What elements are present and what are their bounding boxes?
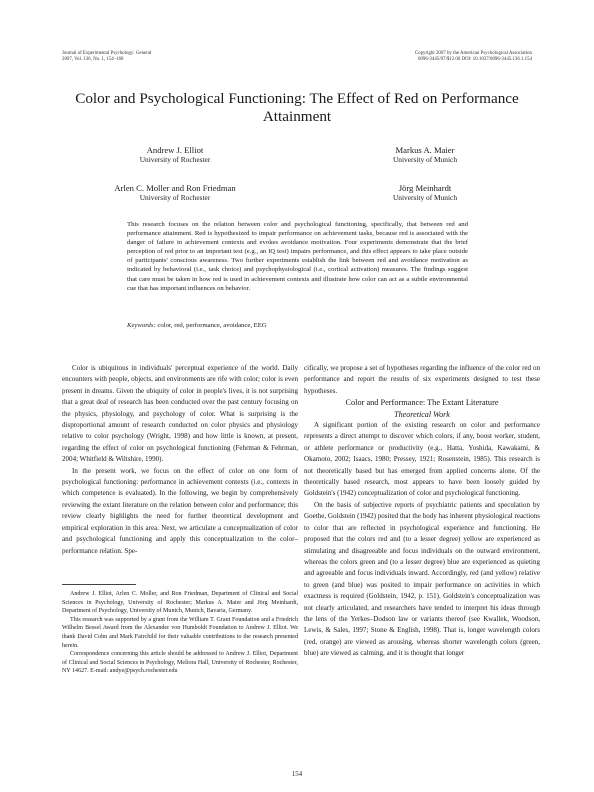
author-name: Arlen C. Moller and Ron Friedman <box>114 183 236 193</box>
body-column-right <box>304 363 540 660</box>
author-note: Andrew J. Elliot, Arlen C. Moller, and Ron Friedman, Department of Clinical and Social Sciences in Psychology, University of Rochester; Markus A. Maier and Jörg Meinhardt, Department of Psychology, University of Munich, Munich, Bavaria, Germany. <box>62 591 298 615</box>
author-block <box>345 183 505 203</box>
keywords-text: color, red, performance, avoidance, EEG <box>157 322 267 329</box>
author-name: Jörg Meinhardt <box>398 183 452 193</box>
subsection-heading: Theoretical Work <box>394 409 450 419</box>
body-paragraph: Color is ubiquitous in individuals' perceptual experience of the world. Daily encounters with people, objects, and environments are rife with color; color is even present in dreams. Given the ubiquity of color in people's lives, it is not surprising that a great deal of research has been conducted over the past century focusing on the physics, physiology, and psychology of color. What is surprising is the disproportional amount of research conducted on color physics and physiology relative to color psychology (Wright, 1998) and how little is known, at present, regarding the effect of color on psychological functioning (Fehrman & Fehrman, 2004; Whitfield & Wiltshire, 1990). <box>62 364 298 464</box>
author-block <box>345 145 505 165</box>
author-affiliation: University of Munich <box>392 193 458 202</box>
author-name: Markus A. Maier <box>395 145 455 155</box>
keywords <box>127 322 468 329</box>
body-paragraph: In the present work, we focus on the effect of color on one form of psychological functioning: performance in achievement contexts (i.e., contexts in which competence is evaluated). In the following, we begin by comprehensively reviewing the extant literature on the relation between color and performance; this review clearly highlights the need for further theoretical development and empirical exploration in this area. Next, we articulate a conceptualization of color and psychological functioning and apply this conceptualization to the color–performance relation. Spe- <box>62 466 298 555</box>
funding-note: This research was supported by a grant from the William T. Grant Foundation and a Friedrich Wilhelm Bessel Award from the Alexander von Humboldt Foundation to Andrew J. Elliot. We thank David Cohn and Mark Fairchild for their valuable contributions to the research presented herein. <box>62 616 298 649</box>
author-affiliation: University of Rochester <box>139 193 211 202</box>
journal-name: Journal of Experimental Psychology: General <box>62 51 152 56</box>
author-affiliation: University of Munich <box>392 155 458 164</box>
journal-header <box>62 51 151 63</box>
body-paragraph: A significant portion of the existing research on color and performance represents a direct attempt to discover which colors, if any, boost worker, student, or athlete performance or productivity (e.g., Hatta, Yoshida, Kawakami, & Okamoto, 2002; Isaacs, 1980; Pressey, 1921; Rosenstein, 1985). This research is not theoretically based but has emerged from applied concerns alone. Of the theoretically based research, most appears to have been loosely guided by Goldstein's (1942) conceptualization of color and psychological functioning. <box>304 421 540 498</box>
footnotes <box>62 590 298 676</box>
author-block <box>80 183 270 203</box>
copyright-line: Copyright 2007 by the American Psychological Association <box>414 51 532 56</box>
journal-volume: 2007, Vol. 136, No. 1, 154–168 <box>62 57 124 63</box>
author-name: Andrew J. Elliot <box>146 145 204 155</box>
author-affiliation: University of Rochester <box>139 155 211 164</box>
body-column-left <box>62 363 298 557</box>
doi-line: 0096-3445/07/$12.00 DOI: 10.1037/0096-3445.136.1.154 <box>418 57 532 63</box>
author-block <box>95 145 255 165</box>
correspondence-note: Correspondence concerning this article should be addressed to Andrew J. Elliot, Department of Clinical and Social Sciences in Psychology, Meliora Hall, University of Rochester, Rochester, NY 14627. E-mail: andye@psych.rochester.edu <box>62 651 298 675</box>
abstract: This research focuses on the relation between color and psychological functioning, specifically, that between red and performance attainment. Red is hypothesized to impair performance on achievement tasks, because red is associated with the danger of failure in achievement contexts and evokes avoidance motivation. Four experiments demonstrate that the brief perception of red prior to an important test (e.g., an IQ test) impairs performance, and this effect appears to take place outside of participants' conscious awareness. Two further experiments establish the link between red and avoidance motivation as indicated by behavioral (i.e., task choice) and psychophysiological (i.e., cortical activation) measures. The findings suggest that care must be taken in how red is used in achievement contexts and illustrate how color can act as a subtle environmental cue that has important influences on behavior. <box>127 221 468 292</box>
page-number: 154 <box>291 771 303 778</box>
article-title: Color and Psychological Functioning: The Effect of Red on Performance Attainment <box>75 90 519 125</box>
section-heading: Color and Performance: The Extant Literature <box>345 398 499 408</box>
footnote-divider <box>62 584 136 585</box>
copyright-header <box>415 51 532 63</box>
keywords-label: Keywords: <box>127 322 156 329</box>
body-paragraph: cifically, we propose a set of hypotheses regarding the influence of the color red on performance and report the results of six experiments designed to test these hypotheses. <box>304 364 540 395</box>
body-paragraph: On the basis of subjective reports of psychiatric patients and speculation by Goethe, Goldstein (1942) posited that the body has inherent physiological reactions to color that are reflected in psychological experience and functioning. He proposed that the colors red and (to a lesser degree) yellow are experienced as stimulating and disagreeable and focus individuals on the outward environment, whereas the colors green and (to a lesser degree) blue are experienced as quieting and agreeable and focus individuals inward. Accordingly, red (and yellow) relative to green (and blue) was posited to impair performance on activities in which exactness is required (Goldstein, 1942, p. 151). Goldstein's conceptualization was not clearly articulated, and researchers have tended to interpret his ideas through the lens of the Yerkes–Dodson law or variants thereof (see Kwallek, Woodson, Lewis, & Sales, 1997; Stone & English, 1998). That is, longer wavelength colors (red, orange) are viewed as arousing, whereas shorter wavelength colors (green, blue) are viewed as calming, and it is thought that longer <box>304 500 540 658</box>
